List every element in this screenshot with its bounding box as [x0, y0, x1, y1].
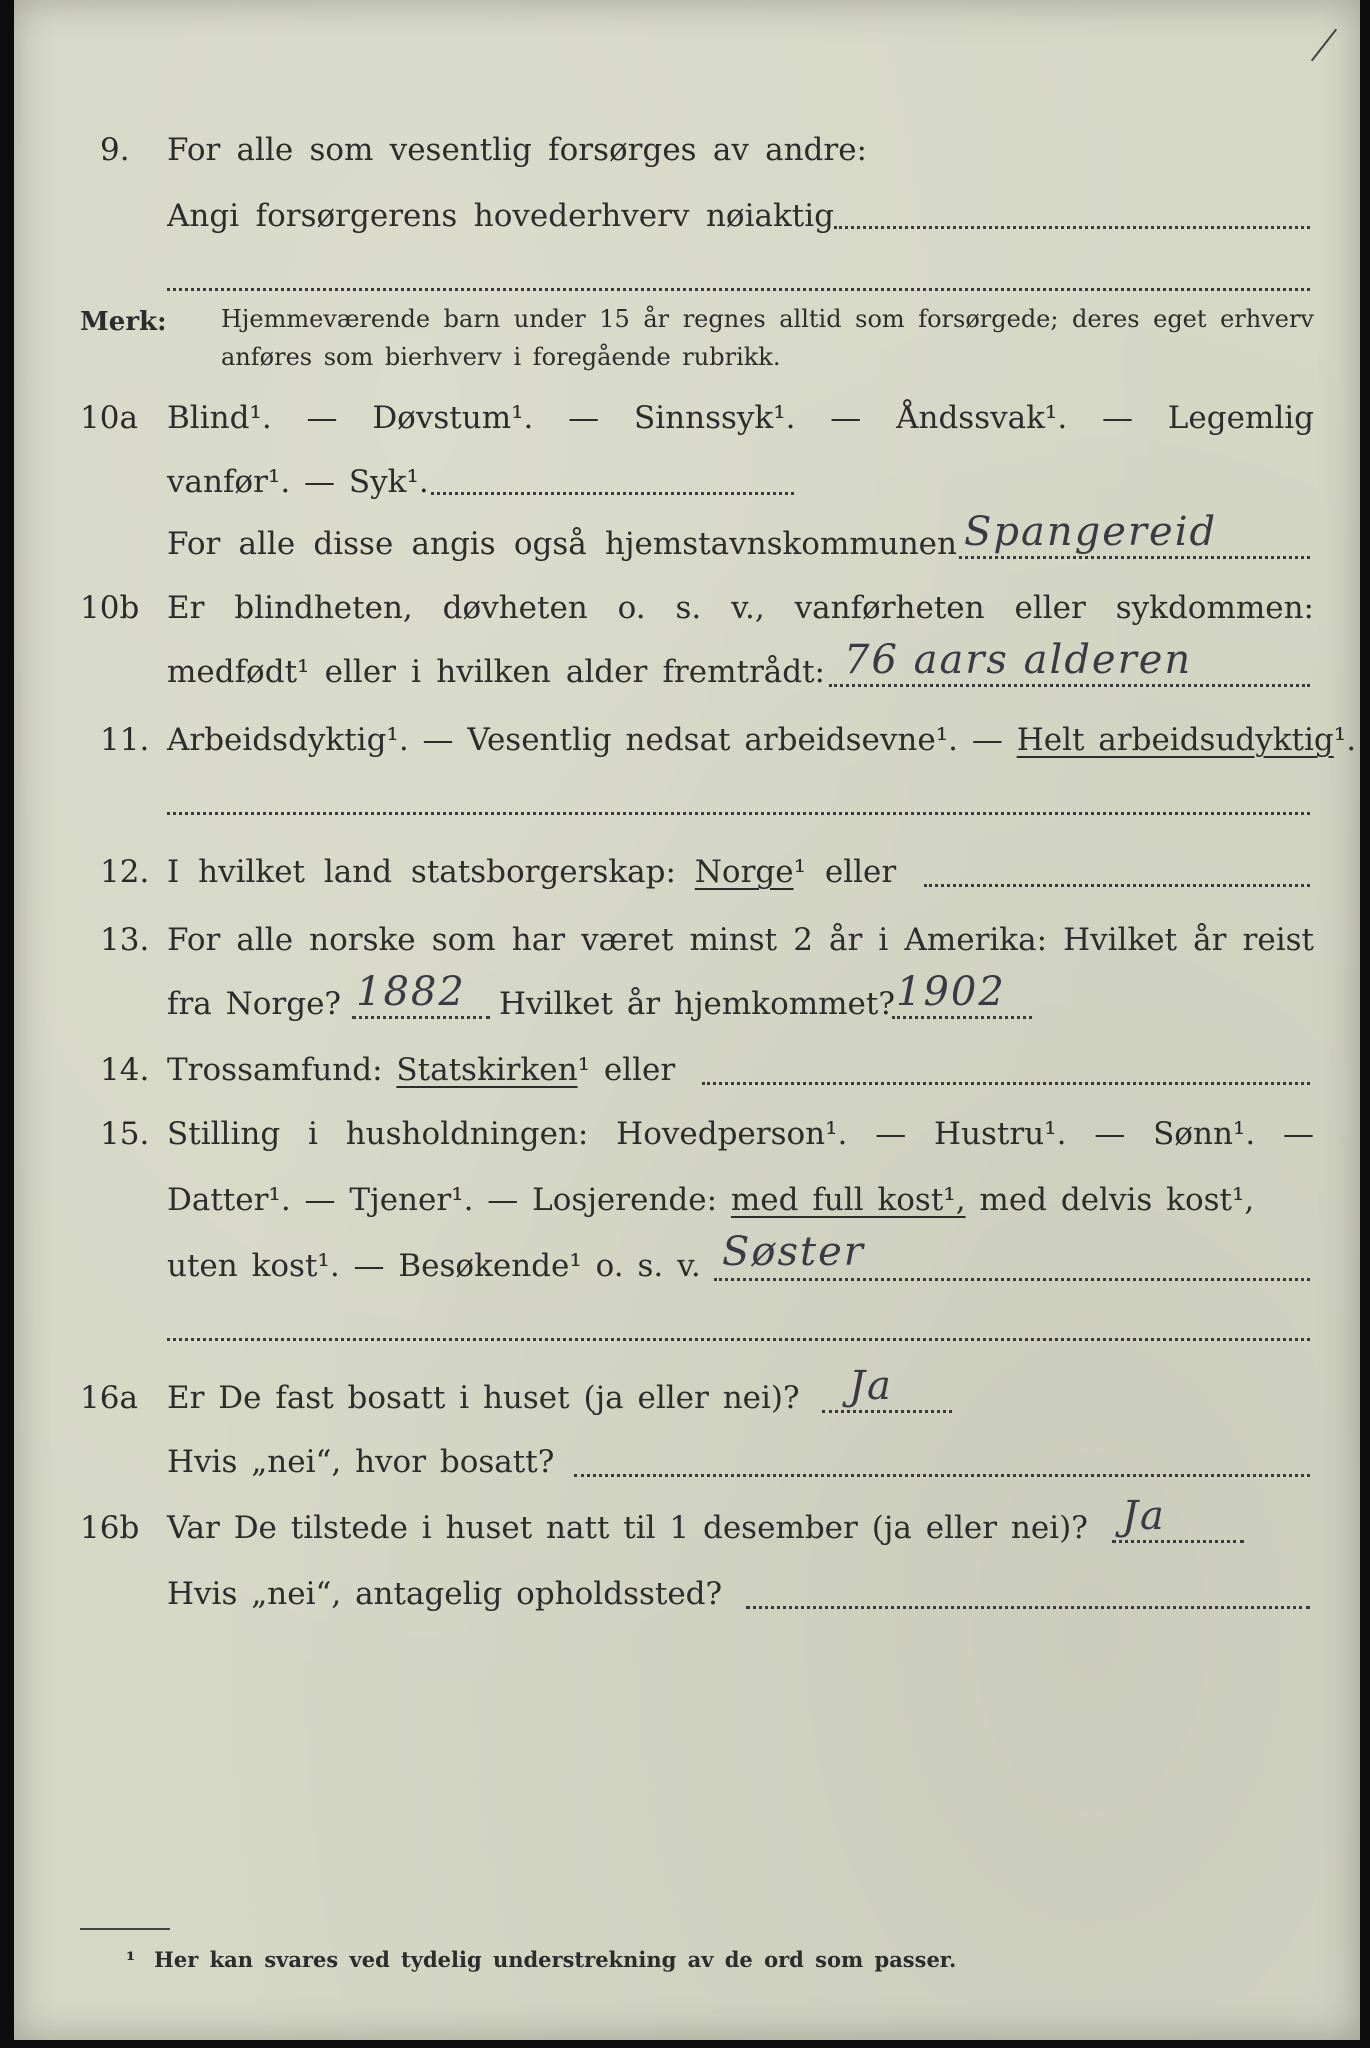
- question-text: Hvis „nei“, antagelig opholdssted?: [167, 1576, 723, 1612]
- answer-field[interactable]: [431, 492, 794, 495]
- question-text: Er De fast bosatt i huset (ja eller nei)?: [167, 1380, 800, 1416]
- handwritten-answer: Ja: [1122, 1493, 1166, 1539]
- question-text: Var De tilstede i huset natt til 1 desember (ja eller nei)?: [167, 1510, 1088, 1546]
- question-number: 9.: [100, 132, 130, 168]
- question-11: [14, 720, 1360, 776]
- question-text: For alle som vesentlig forsørges av andre:: [167, 132, 867, 168]
- question-number: 11.: [100, 722, 150, 758]
- footnote: [14, 1940, 1360, 1996]
- footnote-text: Her kan svares ved tydelig understrekning av de ord som passer.: [154, 1947, 957, 1972]
- answer-field[interactable]: [702, 1082, 1310, 1085]
- answer-field-year-returned[interactable]: [892, 1016, 1032, 1019]
- note-text: anføres som bierhverv i foregående rubrikk.: [221, 343, 781, 371]
- handwritten-answer: Ja: [849, 1363, 893, 1409]
- question-13: [14, 920, 1360, 976]
- question-number: 14.: [100, 1052, 150, 1088]
- census-form-sheet: [14, 0, 1360, 2040]
- question-16b-line-2: [14, 1574, 1360, 1630]
- answer-field-continuation[interactable]: [167, 288, 1310, 291]
- question-15: [14, 1114, 1360, 1170]
- question-text: Trossamfund: Statskirken¹ eller: [167, 1052, 676, 1088]
- handwritten-answer: Spangereid: [964, 509, 1218, 555]
- question-10b: [14, 588, 1360, 644]
- question-text: Hvilket år hjemkommet?: [499, 986, 895, 1022]
- question-10a: [14, 398, 1360, 454]
- answer-field[interactable]: [746, 1606, 1310, 1609]
- footnote-rule: [80, 1928, 170, 1930]
- footnote-mark: ¹: [126, 1947, 136, 1972]
- question-number: 10a: [80, 400, 138, 436]
- underlined-choice: Norge: [694, 854, 794, 890]
- question-15-line-2: [14, 1180, 1360, 1236]
- question-text: medfødt¹ eller i hvilken alder fremtrådt:: [167, 654, 825, 690]
- question-text: Stilling i husholdningen: Hovedperson¹. — Hustru¹. — Sønn¹. —: [167, 1116, 1314, 1152]
- question-12: [14, 852, 1360, 908]
- handwritten-answer: Søster: [722, 1229, 865, 1275]
- question-text: I hvilket land statsborgerskap: Norge¹ eller: [167, 854, 897, 890]
- question-text: vanfør¹. — Syk¹.: [167, 464, 429, 500]
- answer-field[interactable]: [822, 1410, 952, 1413]
- answer-field[interactable]: [1112, 1540, 1244, 1543]
- question-text: uten kost¹. — Besøkende¹ o. s. v.: [167, 1248, 701, 1284]
- question-text: Arbeidsdyktig¹. — Vesentlig nedsat arbeidsevne¹. — Helt arbeidsudyktig¹.: [167, 722, 1357, 758]
- question-14: [14, 1050, 1360, 1106]
- question-16a: [14, 1363, 1360, 1434]
- note-text: Hjemmeværende barn under 15 år regnes alltid som forsørgede; deres eget erhverv: [221, 305, 1314, 333]
- question-text: Datter¹. — Tjener¹. — Losjerende: med full kost¹, med delvis kost¹,: [167, 1182, 1255, 1218]
- question-number: 16b: [80, 1510, 140, 1546]
- question-text: For alle disse angis også hjemstavnskommunen: [167, 526, 957, 562]
- answer-field-continuation[interactable]: [167, 812, 1310, 815]
- question-9: [14, 130, 1360, 186]
- question-16a-line-2: [14, 1442, 1360, 1498]
- question-number: 10b: [80, 590, 140, 626]
- question-text: Blind¹. — Døvstum¹. — Sinnssyk¹. — Åndssvak¹. — Legemlig: [167, 400, 1314, 436]
- answer-field[interactable]: [834, 226, 1310, 229]
- question-number: 12.: [100, 854, 150, 890]
- question-text: Er blindheten, døvheten o. s. v., vanførheten eller sykdommen:: [167, 590, 1314, 626]
- note-label: Merk:: [80, 307, 167, 337]
- question-10b-line-2: [14, 637, 1360, 708]
- answer-field[interactable]: [829, 684, 1310, 687]
- question-number: 15.: [100, 1116, 150, 1152]
- answer-field-continuation[interactable]: [167, 1338, 1310, 1341]
- underlined-choice: Statskirken: [396, 1052, 578, 1088]
- answer-field[interactable]: [714, 1278, 1310, 1281]
- handwritten-answer: 1882: [356, 969, 466, 1015]
- answer-field[interactable]: [924, 884, 1310, 887]
- underlined-choice: med full kost¹,: [730, 1182, 966, 1218]
- corner-pencil-mark: [1311, 29, 1337, 62]
- question-text: For alle norske som har været minst 2 år i Amerika: Hvilket år reist: [167, 922, 1314, 958]
- question-10a-line-3: [14, 509, 1360, 580]
- handwritten-answer: 76 aars alderen: [844, 637, 1193, 683]
- question-13-line-2: [14, 969, 1360, 1040]
- answer-field[interactable]: [959, 556, 1310, 559]
- question-number: 13.: [100, 922, 150, 958]
- handwritten-answer: 1902: [896, 969, 1006, 1015]
- question-text: Angi forsørgerens hovederhverv nøiaktig: [167, 198, 834, 234]
- question-text: Hvis „nei“, hvor bosatt?: [167, 1444, 555, 1480]
- answer-field-year-left[interactable]: [352, 1016, 490, 1019]
- question-9-line-2: [14, 196, 1360, 252]
- note-merk-line-2: [14, 340, 1360, 396]
- question-text: fra Norge?: [167, 986, 342, 1022]
- underlined-choice: Helt arbeidsudyktig: [1016, 722, 1334, 758]
- question-16b: [14, 1493, 1360, 1564]
- answer-field[interactable]: [574, 1474, 1310, 1477]
- question-15-line-3: [14, 1229, 1360, 1302]
- question-number: 16a: [80, 1380, 138, 1416]
